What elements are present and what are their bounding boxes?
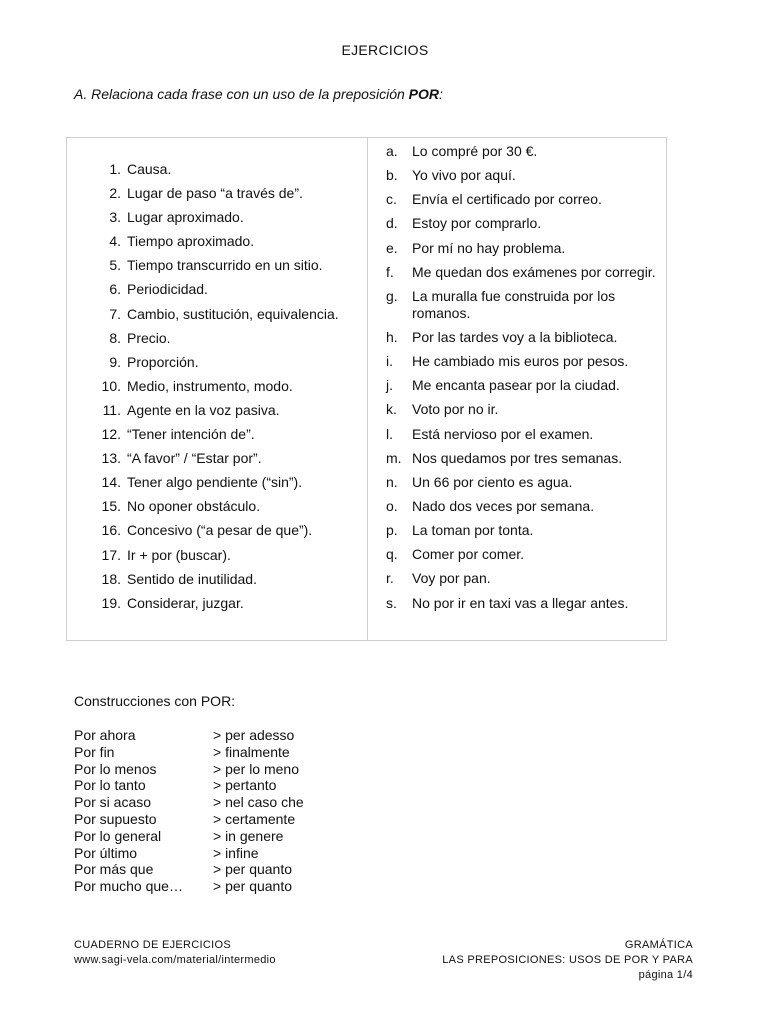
use-item [67, 472, 367, 496]
use-text: Periodicidad. [127, 281, 208, 298]
use-text: Concesivo (“a pesar de que”). [127, 522, 313, 539]
use-number: 5. [109, 257, 121, 274]
sentence-letter: i. [386, 353, 393, 370]
use-number: 4. [109, 233, 121, 250]
sentence-letter: r. [386, 570, 394, 587]
use-item [67, 569, 367, 593]
sentence-text: Está nervioso por el examen. [412, 425, 594, 442]
footer-page-number: página 1/4 [638, 969, 693, 981]
construction-row [74, 861, 304, 878]
construction-italian: > per lo meno [213, 760, 299, 777]
sentence-text: Lo compré por 30 €. [412, 143, 538, 159]
construction-spanish: Por último [74, 844, 138, 861]
construction-italian: > in genere [213, 827, 284, 844]
construction-row [74, 794, 304, 811]
construction-row [74, 878, 304, 895]
use-item [67, 400, 367, 424]
sentence-text: Envía el certificado por correo. [412, 191, 602, 208]
sentence-item [368, 474, 666, 491]
sentence-letter: h. [386, 328, 398, 345]
use-number: 11. [102, 401, 121, 418]
use-text: Considerar, juzgar. [127, 594, 244, 611]
use-number: 6. [109, 281, 121, 298]
sentence-item [368, 264, 666, 281]
exercise-table [66, 137, 667, 641]
sentence-text: Por las tardes voy a la biblioteca. [412, 328, 618, 345]
sentence-item [368, 240, 666, 257]
use-number: 19. [101, 594, 121, 611]
construction-spanish: Por ahora [74, 727, 136, 743]
use-text: Causa. [127, 161, 172, 177]
construction-spanish: Por si acaso [74, 794, 152, 811]
use-text: Lugar aproximado. [127, 209, 244, 226]
use-item [67, 520, 367, 544]
use-item [67, 304, 367, 328]
sentence-item [368, 167, 666, 184]
use-item [67, 496, 367, 520]
construction-row [74, 761, 304, 778]
construction-spanish: Por más que [74, 861, 154, 878]
sentence-letter: k. [386, 401, 397, 418]
sentence-letter: a. [386, 143, 398, 159]
construction-row [74, 811, 304, 828]
footer-right [442, 938, 693, 983]
construction-spanish: Por mucho que… [74, 878, 183, 895]
construction-italian: > pertanto [213, 777, 277, 794]
sentence-text: Comer por comer. [412, 546, 525, 563]
use-text: Tener algo pendiente (“sin”). [127, 474, 303, 491]
use-number: 18. [101, 570, 121, 587]
use-item [67, 159, 367, 183]
construction-row [74, 777, 304, 794]
sentence-text: Voto por no ir. [412, 401, 499, 418]
sentence-text: Nos quedamos por tres semanas. [412, 449, 623, 466]
sentence-item [368, 595, 666, 612]
use-text: “A favor” / “Estar por”. [127, 450, 262, 467]
use-text: Sentido de inutilidad. [127, 570, 257, 587]
use-item [67, 593, 367, 617]
construction-italian: > finalmente [213, 743, 290, 760]
sentence-letter: j. [386, 377, 393, 394]
sentence-item [368, 450, 666, 467]
sentence-letter: b. [386, 167, 398, 184]
footer-topic: LAS PREPOSICIONES: USOS DE POR Y PARA [442, 954, 693, 966]
construction-italian: > certamente [213, 810, 296, 827]
use-item [67, 376, 367, 400]
sentence-item [368, 426, 666, 443]
uses-column [67, 138, 368, 640]
use-text: Lugar de paso “a través de”. [127, 185, 303, 202]
sentence-text: Nado dos veces por semana. [412, 497, 595, 514]
use-number: 2. [109, 185, 121, 202]
sentence-item [368, 546, 666, 563]
sentence-letter: m. [386, 449, 402, 466]
construction-spanish: Por lo tanto [74, 777, 146, 794]
sentence-letter: d. [386, 215, 398, 232]
construction-row [74, 828, 304, 845]
construction-spanish: Por lo menos [74, 760, 157, 777]
use-text: No oponer obstáculo. [127, 498, 261, 515]
sentence-text: Voy por pan. [412, 570, 491, 587]
use-number: 3. [109, 209, 121, 226]
sentence-text: No por ir en taxi vas a llegar antes. [412, 594, 629, 611]
use-item [67, 279, 367, 303]
construction-italian: > per quanto [213, 861, 293, 878]
sentence-text: La muralla fue construida por los romanos. [412, 287, 616, 321]
sentence-text: Un 66 por ciento es agua. [412, 473, 573, 490]
instruction-bold: POR [408, 86, 439, 102]
use-number: 8. [109, 329, 121, 346]
construction-italian: > infine [213, 844, 259, 861]
sentence-item [368, 215, 666, 232]
use-item [67, 352, 367, 376]
sentence-letter: g. [386, 287, 398, 304]
sentence-item [368, 288, 666, 322]
construction-spanish: Por supuesto [74, 810, 157, 827]
use-text: Tiempo transcurrido en un sitio. [127, 257, 323, 274]
sentence-letter: e. [386, 239, 398, 256]
footer-book-title: CUADERNO DE EJERCICIOS [74, 939, 231, 951]
sentences-column [368, 138, 666, 640]
sentence-letter: f. [386, 263, 394, 280]
use-number: 13. [101, 450, 121, 467]
sentence-item [368, 143, 666, 160]
footer-url: www.sagi-vela.com/material/intermedio [74, 954, 276, 966]
use-item [67, 424, 367, 448]
sentence-letter: s. [386, 594, 397, 611]
sentence-letter: q. [386, 546, 398, 563]
footer-left [74, 938, 276, 968]
construction-italian: > nel caso che [213, 794, 304, 811]
use-text: Agente en la voz pasiva. [127, 401, 280, 418]
use-text: Ir + por (buscar). [127, 546, 231, 563]
use-item [67, 231, 367, 255]
construction-spanish: Por fin [74, 743, 115, 760]
sentence-letter: p. [386, 522, 398, 539]
sentence-text: Estoy por comprarlo. [412, 215, 542, 232]
use-number: 9. [109, 353, 121, 370]
constructions-title: Construcciones con POR: [74, 693, 236, 709]
sentence-letter: o. [386, 497, 398, 514]
sentence-text: Me encanta pasear por la ciudad. [412, 377, 620, 394]
footer-section: GRAMÁTICA [624, 939, 693, 951]
construction-row [74, 744, 304, 761]
use-text: Tiempo aproximado. [127, 233, 255, 250]
sentence-item [368, 522, 666, 539]
sentence-text: Por mí no hay problema. [412, 239, 566, 256]
construction-italian: > per quanto [213, 878, 293, 895]
use-text: Medio, instrumento, modo. [127, 377, 293, 394]
use-number: 14. [101, 474, 121, 491]
instruction-text: A. Relaciona cada frase con un uso de la preposición [74, 86, 409, 102]
sentence-item [368, 570, 666, 587]
sentence-text: Me quedan dos exámenes por corregir. [412, 263, 656, 280]
use-number: 16. [101, 522, 121, 539]
construction-row [74, 845, 304, 862]
use-item [67, 207, 367, 231]
use-text: “Tener intención de”. [127, 426, 255, 443]
use-number: 10. [101, 377, 121, 394]
sentence-item [368, 498, 666, 515]
exercise-instruction [74, 86, 443, 102]
sentence-text: Yo vivo por aquí. [412, 167, 516, 184]
sentence-letter: n. [386, 473, 398, 490]
sentence-item [368, 191, 666, 208]
use-item [67, 255, 367, 279]
instruction-suffix: : [439, 86, 443, 102]
use-number: 12. [101, 426, 121, 443]
sentence-letter: l. [386, 425, 393, 442]
use-text: Precio. [127, 329, 171, 346]
sentence-letter: c. [386, 191, 397, 208]
use-item [67, 328, 367, 352]
use-item [67, 183, 367, 207]
construction-spanish: Por lo general [74, 827, 162, 844]
use-number: 1. [109, 161, 121, 177]
sentence-text: He cambiado mis euros por pesos. [412, 353, 629, 370]
use-text: Proporción. [127, 353, 199, 370]
constructions-list [74, 727, 304, 895]
sentence-item [368, 329, 666, 346]
sentence-item [368, 353, 666, 370]
construction-row [74, 727, 304, 744]
sentence-text: La toman por tonta. [412, 522, 534, 539]
sentence-item [368, 377, 666, 394]
construction-italian: > per adesso [213, 727, 295, 743]
use-text: Cambio, sustitución, equivalencia. [127, 305, 339, 322]
sentence-item [368, 401, 666, 418]
use-number: 17. [101, 546, 121, 563]
use-number: 15. [101, 498, 121, 515]
use-item [67, 448, 367, 472]
page-title: EJERCICIOS [341, 42, 429, 58]
use-item [67, 545, 367, 569]
use-number: 7. [109, 305, 121, 322]
